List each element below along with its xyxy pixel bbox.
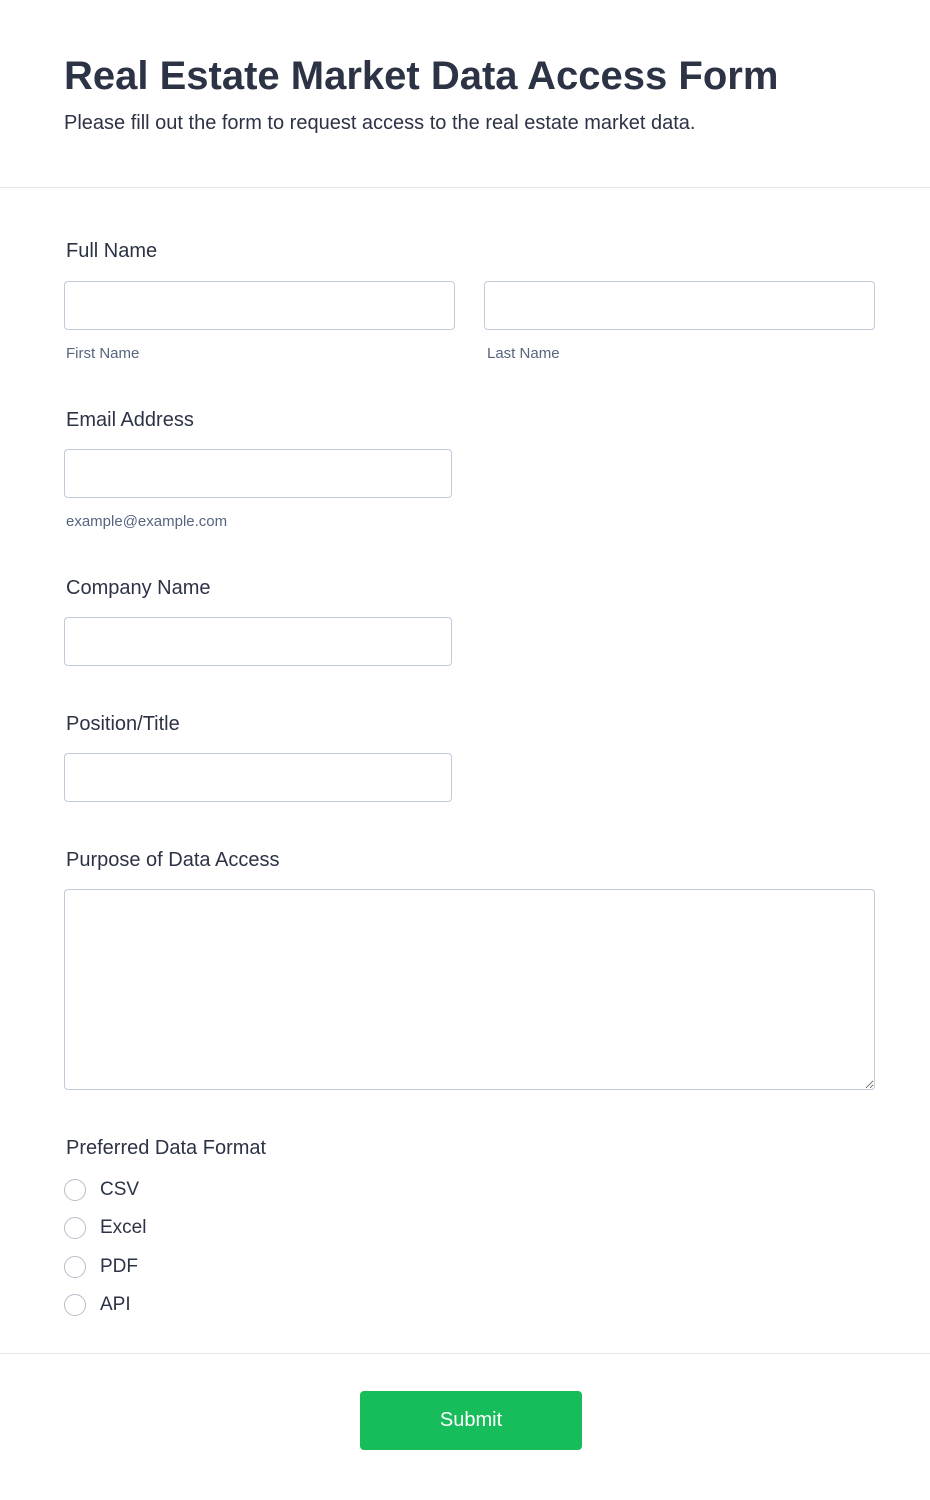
radio-button-api[interactable] (64, 1294, 86, 1316)
email-input[interactable] (64, 449, 452, 498)
radio-label-pdf[interactable]: PDF (100, 1256, 138, 1277)
purpose-textarea[interactable] (64, 889, 875, 1090)
form-title: Real Estate Market Data Access Form (64, 54, 779, 98)
radio-option-pdf[interactable] (64, 1254, 138, 1280)
position-title-label: Position/Title (66, 713, 180, 735)
submit-button[interactable]: Submit (360, 1391, 582, 1450)
company-name-input[interactable] (64, 617, 452, 666)
form-subtitle: Please fill out the form to request access to the real estate market data. (64, 112, 696, 134)
company-name-label: Company Name (66, 577, 211, 599)
radio-button-excel[interactable] (64, 1217, 86, 1239)
email-sublabel: example@example.com (66, 513, 228, 530)
purpose-label: Purpose of Data Access (66, 849, 280, 871)
radio-button-pdf[interactable] (64, 1256, 86, 1278)
radio-option-api[interactable] (64, 1292, 131, 1318)
data-format-label: Preferred Data Format (66, 1137, 267, 1159)
last-name-input[interactable] (484, 281, 875, 330)
form-header (0, 0, 930, 188)
position-title-input[interactable] (64, 753, 452, 802)
radio-option-csv[interactable] (64, 1177, 139, 1203)
last-name-sublabel: Last Name (487, 345, 560, 362)
first-name-sublabel: First Name (66, 345, 140, 362)
radio-button-csv[interactable] (64, 1179, 86, 1201)
full-name-label: Full Name (66, 240, 158, 262)
radio-label-api[interactable]: API (100, 1294, 131, 1315)
email-label: Email Address (66, 409, 194, 431)
radio-label-excel[interactable]: Excel (100, 1217, 147, 1238)
radio-option-excel[interactable] (64, 1215, 146, 1241)
first-name-input[interactable] (64, 281, 455, 330)
radio-label-csv[interactable]: CSV (100, 1179, 140, 1200)
